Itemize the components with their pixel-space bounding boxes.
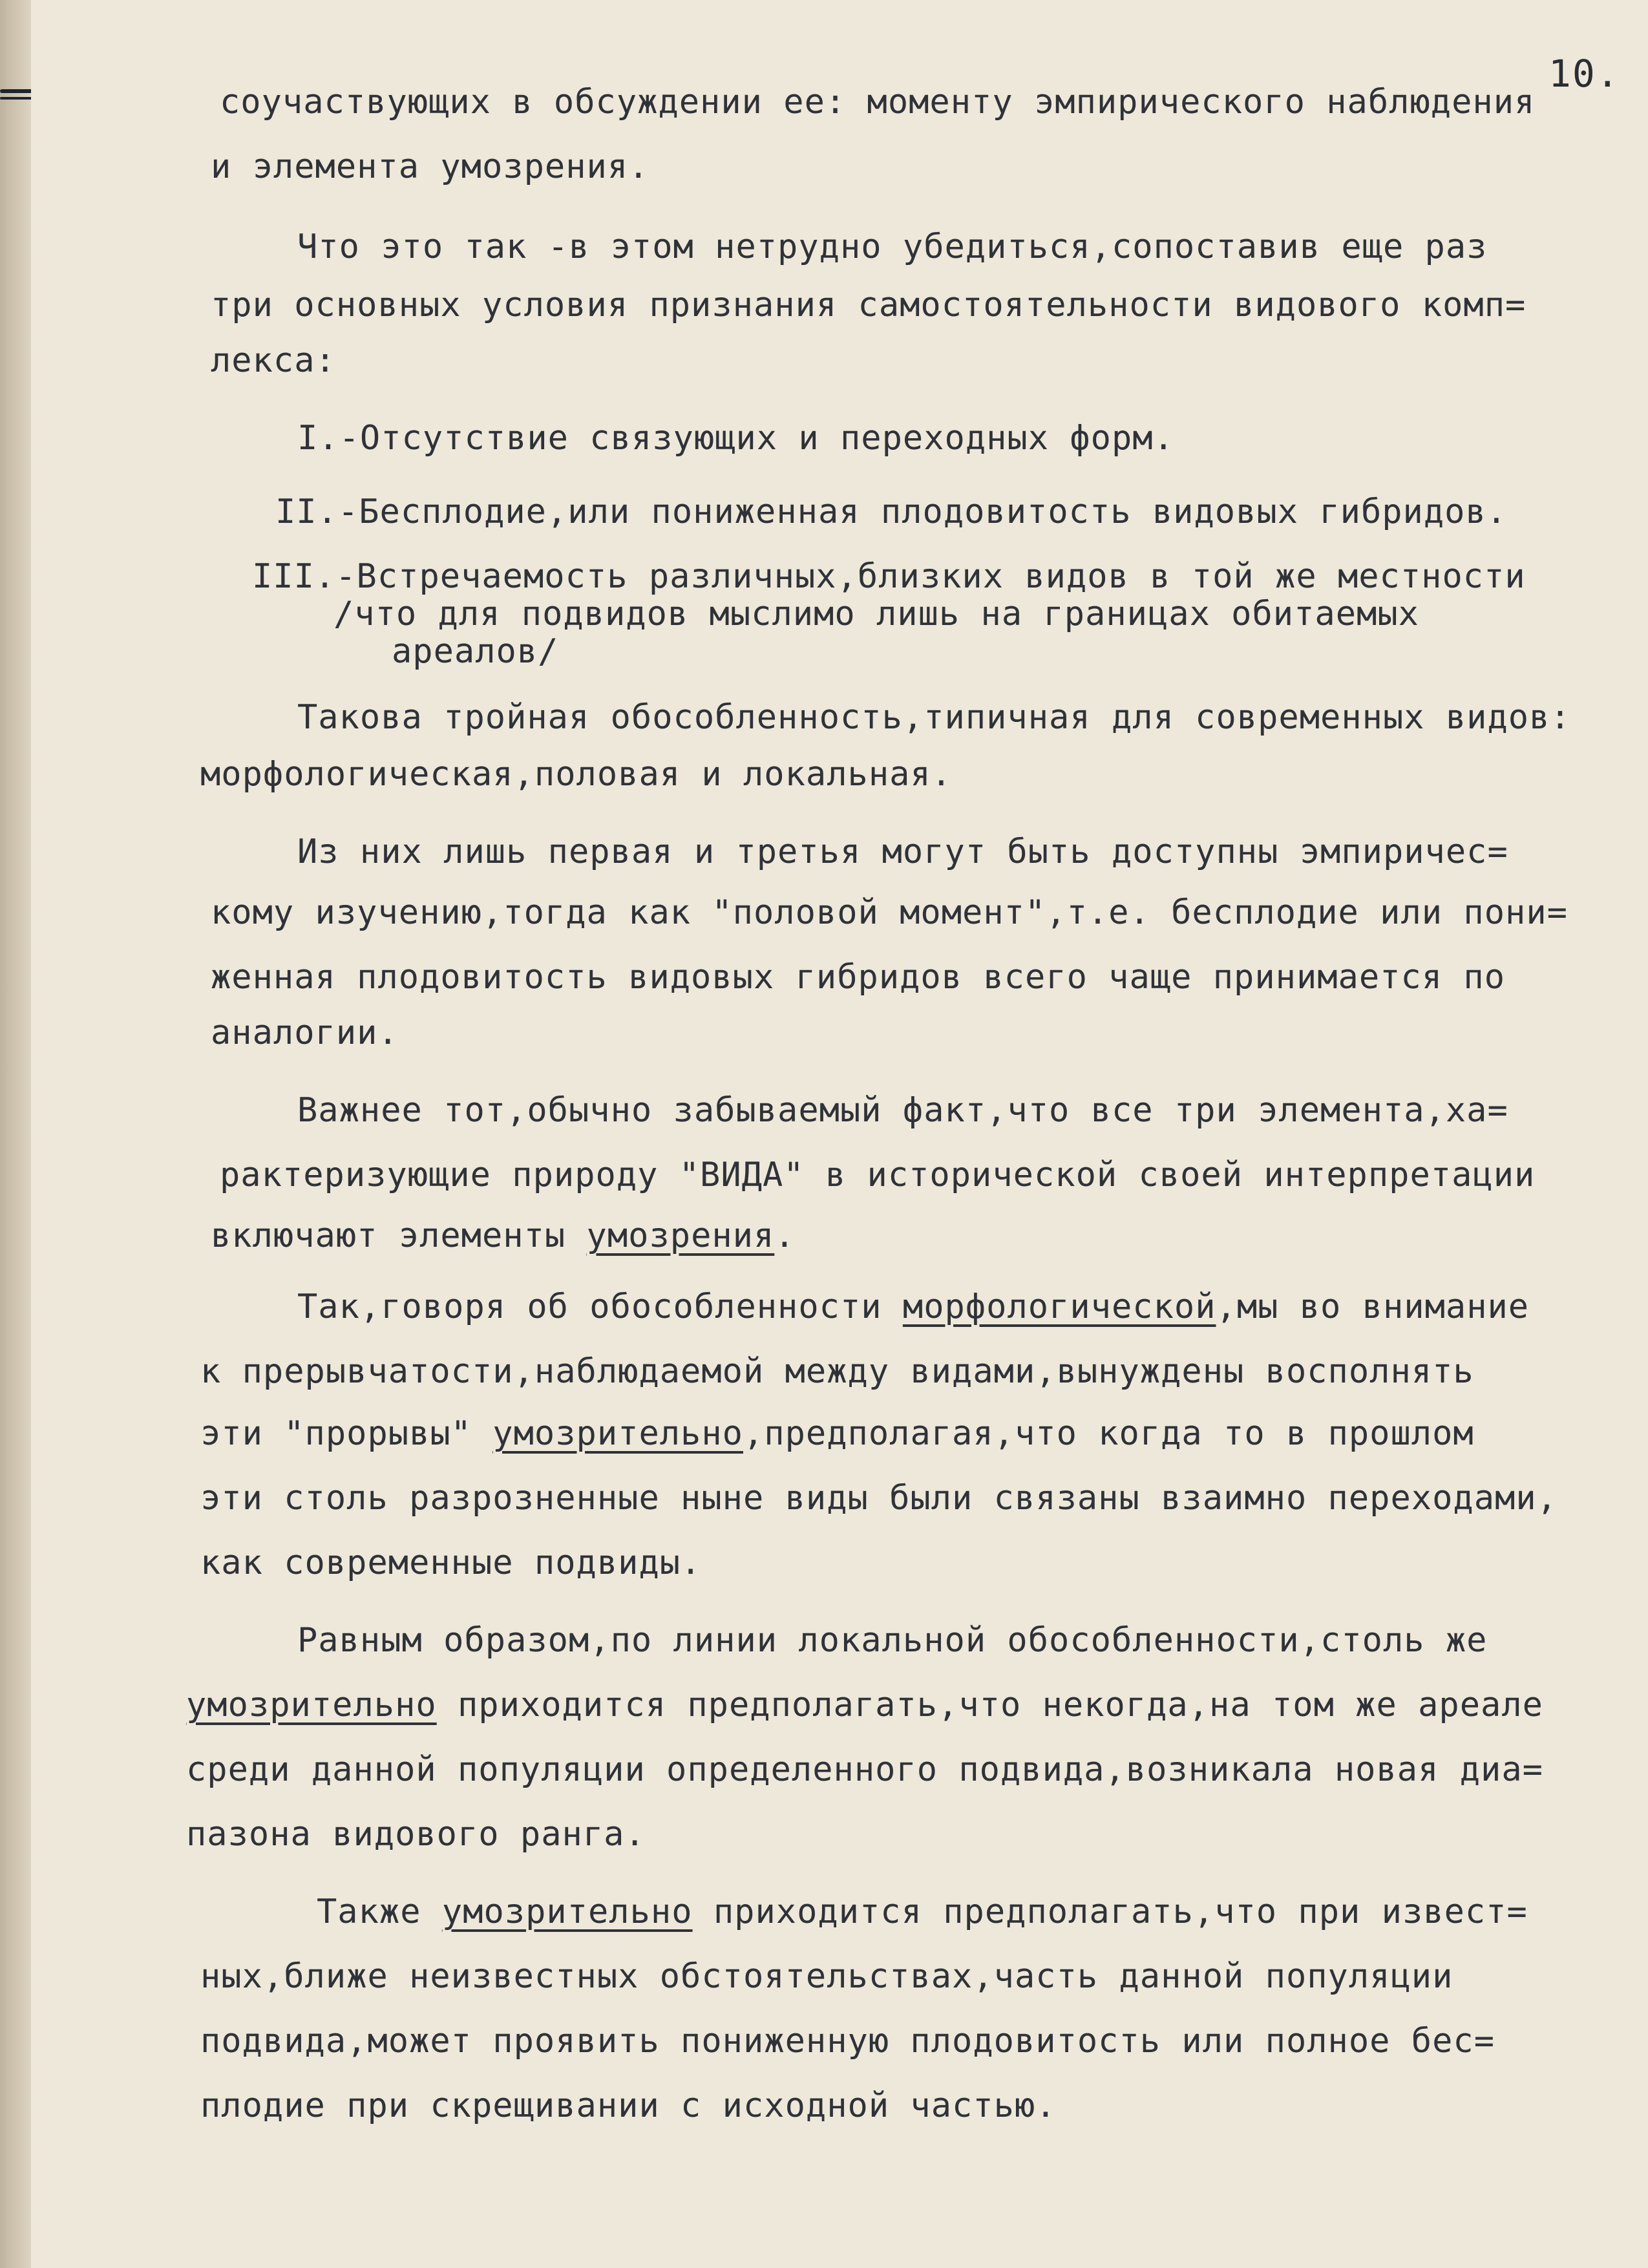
list-item-3-continued: ареалов/: [392, 632, 559, 671]
emphasized-word: умозрительно: [492, 1414, 743, 1453]
list-item-1: I.-Отсутствие связующих и переходных форм.: [297, 419, 1174, 458]
text-line: эти столь разрозненные ныне виды были связаны взаимно переходами,: [200, 1479, 1558, 1518]
text-line: рактеризующие природу "ВИДА" в исторической своей интерпретации: [220, 1156, 1536, 1194]
text-line: и элемента умозрения.: [211, 147, 650, 186]
text-line: плодие при скрещивании с исходной частью.: [200, 2086, 1057, 2125]
list-item-2: II.-Бесплодие,или пониженная плодовитость видовых гибридов.: [275, 493, 1508, 531]
text-line: Важнее тот,обычно забываемый факт,что все три элемента,ха=: [297, 1091, 1508, 1130]
text-line: Из них лишь первая и третья могут быть доступны эмпиричес=: [297, 832, 1508, 871]
text-segment: приходится предполагать,что некогда,на том же ареале: [436, 1686, 1543, 1724]
list-item-3: III.-Встречаемость различных,близких видов в той же местности: [252, 557, 1526, 596]
text-line: пазона видового ранга.: [186, 1815, 646, 1854]
text-line: морфологическая,половая и локальная.: [200, 755, 953, 794]
text-line: кому изучению,тогда как "половой момент",т.е. бесплодие или пони=: [211, 893, 1568, 932]
page-number: 10.: [1548, 52, 1620, 96]
text-segment: ,мы во внимание: [1216, 1288, 1530, 1326]
text-segment: .: [774, 1216, 796, 1255]
text-segment: включают элементы: [211, 1216, 587, 1255]
text-line: аналогии.: [211, 1013, 399, 1052]
text-line: Такова тройная обособленность,типичная для современных видов:: [297, 698, 1571, 737]
text-line: [317, 1891, 1528, 1933]
text-line: подвида,может проявить пониженную плодовитость или полное бес=: [200, 2022, 1495, 2061]
text-segment: ,предполагая,что когда то в прошлом: [743, 1414, 1474, 1453]
list-item-3-continued: /что для подвидов мыслимо лишь на границах обитаемых: [333, 595, 1419, 633]
text-line: [200, 1413, 1474, 1454]
emphasized-word: морфологической: [902, 1288, 1216, 1326]
page-binding-edge: [0, 0, 31, 2268]
text-line: [211, 1215, 796, 1256]
text-segment: эти "прорывы": [200, 1414, 493, 1453]
text-line: [186, 1684, 1543, 1726]
text-line: Что это так -в этом нетрудно убедиться,сопоставив еще раз: [297, 228, 1488, 266]
document-page: [31, 0, 1648, 2268]
text-line: [297, 1286, 1529, 1328]
text-segment: Также: [317, 1892, 442, 1931]
emphasized-word: умозрительно: [186, 1686, 437, 1724]
emphasized-word: умозрения: [586, 1216, 775, 1255]
text-segment: Так,говоря об обособленности: [297, 1288, 903, 1326]
text-line: три основных условия признания самостоятельности видового комп=: [211, 286, 1527, 324]
text-line: соучаствующих в обсуждении ее: моменту эмпирического наблюдения: [220, 83, 1536, 122]
text-line: ных,ближе неизвестных обстоятельствах,часть данной популяции: [200, 1957, 1453, 1996]
text-line: женная плодовитость видовых гибридов всего чаще принимается по: [211, 958, 1506, 997]
text-line: как современные подвиды.: [200, 1543, 702, 1582]
text-segment: приходится предполагать,что при извест=: [692, 1892, 1528, 1931]
text-line: Равным образом,по линии локальной обособленности,столь же: [297, 1621, 1488, 1660]
emphasized-word: умозрительно: [441, 1892, 693, 1931]
text-line: к прерывчатости,наблюдаемой между видами,вынуждены восполнять: [200, 1352, 1474, 1391]
text-line: лекса:: [211, 341, 336, 380]
text-line: среди данной популяции определенного подвида,возникала новая диа=: [186, 1750, 1543, 1789]
